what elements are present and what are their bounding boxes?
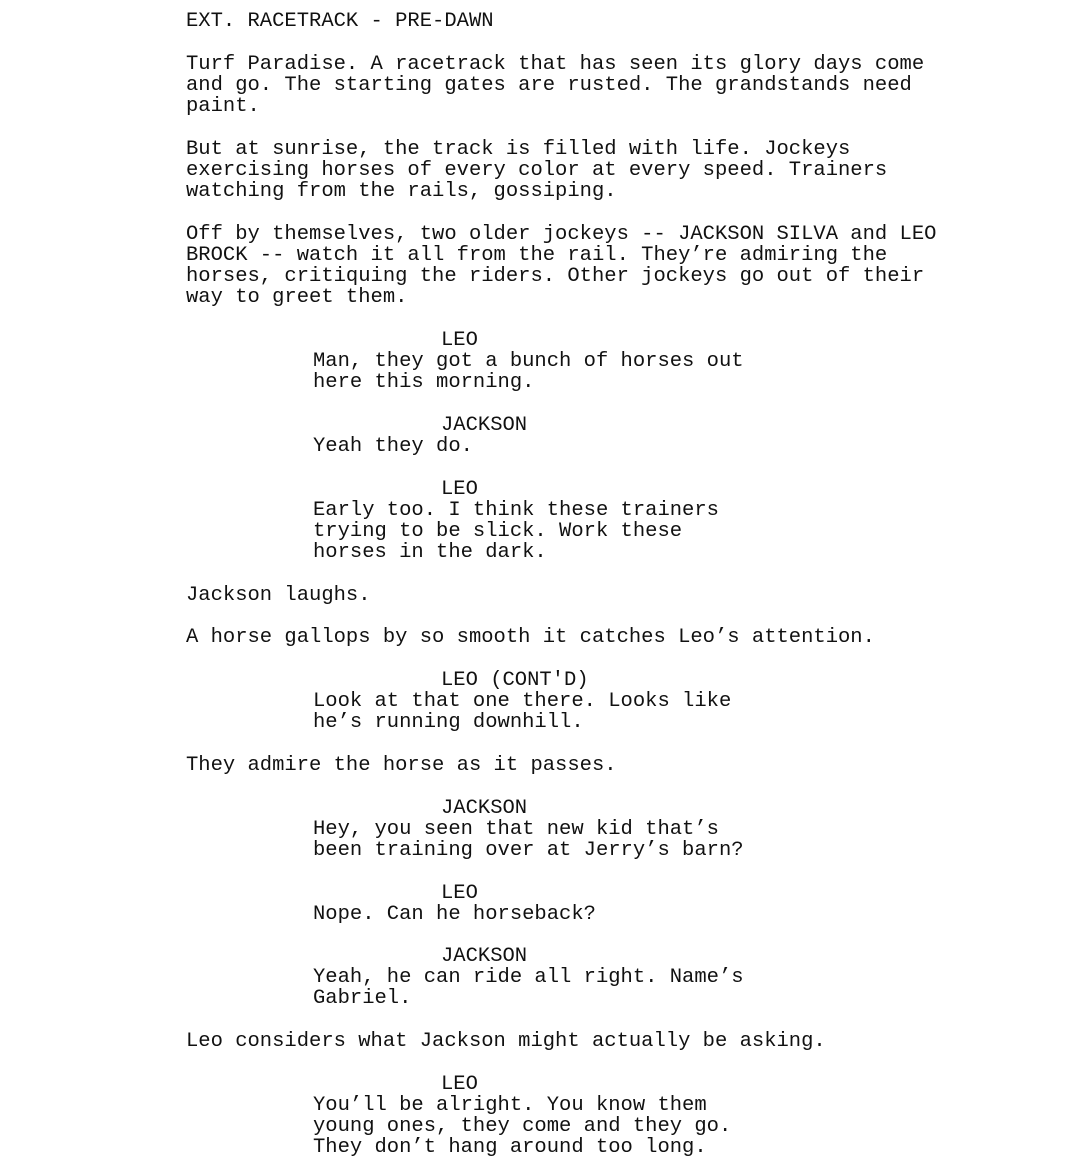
action-line: watching from the rails, gossiping. <box>186 180 617 203</box>
dialogue-line: been training over at Jerry’s barn? <box>313 839 744 862</box>
character-cue: JACKSON <box>441 945 528 968</box>
character-cue: LEO (CONT'D) <box>441 669 589 692</box>
action-line: A horse gallops by so smooth it catches Leo’s attention. <box>186 626 875 649</box>
character-cue: LEO <box>441 1073 478 1096</box>
dialogue-line: here this morning. <box>313 371 535 394</box>
dialogue-line: Hey, you seen that new kid that’s <box>313 818 719 841</box>
character-cue: LEO <box>441 882 478 905</box>
character-cue: JACKSON <box>441 414 528 437</box>
character-cue: JACKSON <box>441 797 528 820</box>
action-line: and go. The starting gates are rusted. The grandstands need <box>186 74 912 97</box>
character-cue: LEO <box>441 478 478 501</box>
dialogue-line: trying to be slick. Work these <box>313 520 683 543</box>
action-line: paint. <box>186 95 260 118</box>
dialogue-line: Early too. I think these trainers <box>313 499 719 522</box>
action-line: Leo considers what Jackson might actually be asking. <box>186 1030 826 1053</box>
action-line: Turf Paradise. A racetrack that has seen its glory days come <box>186 53 925 76</box>
action-line: way to greet them. <box>186 286 408 309</box>
dialogue-line: Yeah, he can ride all right. Name’s <box>313 966 744 989</box>
action-line: But at sunrise, the track is filled with life. Jockeys <box>186 138 851 161</box>
dialogue-line: They don’t hang around too long. <box>313 1136 707 1159</box>
dialogue-line: Yeah they do. <box>313 435 473 458</box>
dialogue-line: horses in the dark. <box>313 541 547 564</box>
action-line: Jackson laughs. <box>186 584 371 607</box>
dialogue-line: he’s running downhill. <box>313 711 584 734</box>
action-line: Off by themselves, two older jockeys -- JACKSON SILVA and LEO <box>186 223 937 246</box>
action-line: horses, critiquing the riders. Other jockeys go out of their <box>186 265 925 288</box>
action-line: BROCK -- watch it all from the rail. They’re admiring the <box>186 244 888 267</box>
dialogue-line: Look at that one there. Looks like <box>313 690 732 713</box>
scene-heading: EXT. RACETRACK - PRE-DAWN <box>186 10 494 33</box>
action-line: They admire the horse as it passes. <box>186 754 617 777</box>
dialogue-line: You’ll be alright. You know them <box>313 1094 707 1117</box>
action-line: exercising horses of every color at every speed. Trainers <box>186 159 888 182</box>
dialogue-line: Man, they got a bunch of horses out <box>313 350 744 373</box>
character-cue: LEO <box>441 329 478 352</box>
dialogue-line: Nope. Can he horseback? <box>313 903 596 926</box>
dialogue-line: young ones, they come and they go. <box>313 1115 732 1138</box>
dialogue-line: Gabriel. <box>313 987 412 1010</box>
